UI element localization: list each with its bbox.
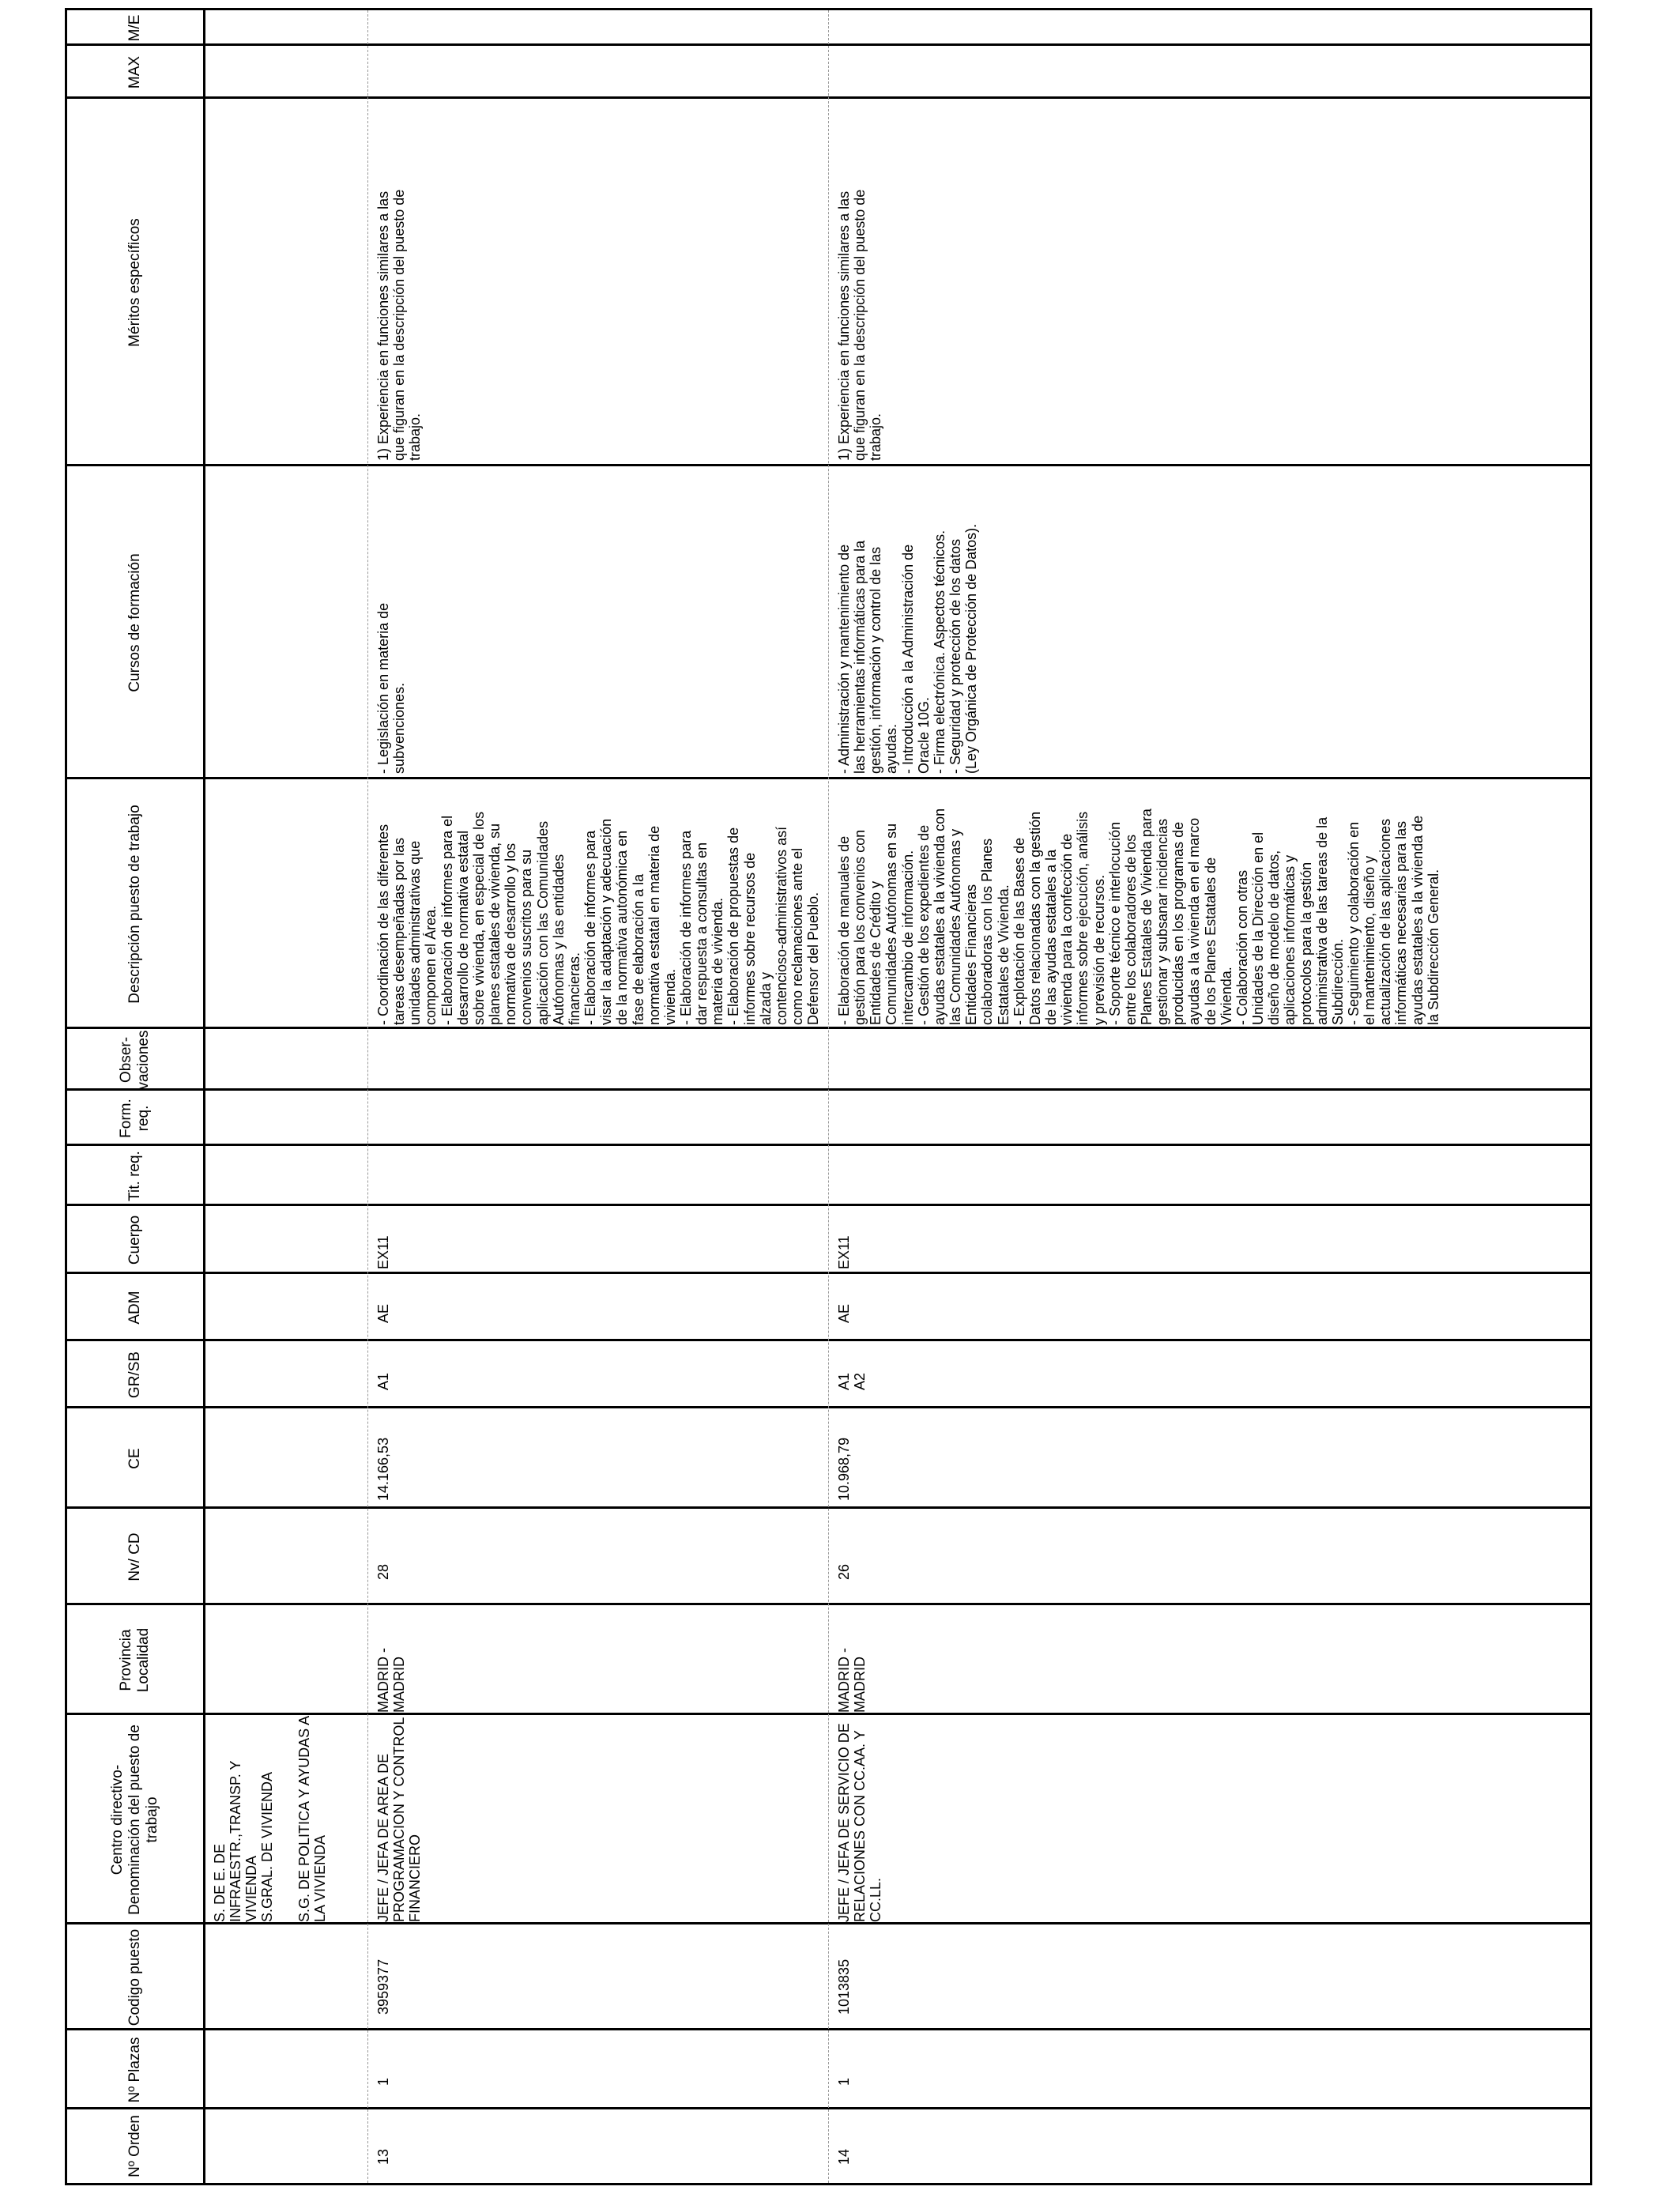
row-13-meritos: 1) Experiencia en funciones similares a las que figuran en la descripción del puesto de trabajo.	[375, 189, 424, 461]
header-grsb: GR/SB	[126, 1351, 144, 1399]
row-14-codigo: 1013835	[836, 1958, 852, 2015]
positions-table	[65, 8, 1592, 2185]
row-13-centro: JEFE / JEFA DE AREA DE PROGRAMACION Y CONTROL FINANCIERO	[375, 1717, 424, 1922]
header-me: M/E	[126, 14, 144, 42]
row-14-nvcd: 26	[836, 1563, 852, 1580]
row-13-provincia: MADRID - MADRID	[375, 1648, 408, 1713]
header-plazas: Nº Plazas	[126, 2037, 144, 2103]
row-separator	[367, 10, 368, 2183]
header-adm: ADM	[126, 1291, 144, 1325]
header-codigo: Codigo puesto	[126, 1928, 144, 2026]
row-separator	[828, 10, 829, 2183]
row-14-meritos: 1) Experiencia en funciones similares a las que figuran en la descripción del puesto de trabajo.	[836, 189, 884, 461]
row-14-plazas: 1	[836, 2077, 852, 2086]
header-observaciones: Obser- vaciones	[118, 1030, 152, 1090]
row-14-descripcion: - Elaboración de manuales de gestión para los convenios con Entidades de Crédito y Comunidades Autónomas en su intercambio de información. - Gestión de los expedientes de ayudas estatales a la vivienda con las Comunidades Autónomas y Entidades Financieras colaboradoras con los Planes Estatales de Vivienda. - Explotación de las Bases de Datos relacionadas con la gestión de las ayudas estatales a la vivienda para la confección de informes sobre ejecución, análisis y previsión de recursos. - Soporte técnico e interlocución entre los colaboradores de los Planes Estatales de Vivienda para gestionar y subsanar incidencias producidas en los programas de ayudas a la vivienda en el marco de los Planes Estatales de Vivienda. - Colaboración con otras Unidades de la Dirección en el diseño de modelo de datos, aplicaciones informáticas y protocolos para la gestión administrativa de las tareas de la Subdirección. - Seguimiento y colaboración en el mantenimiento, diseño y actualización de las aplicaciones informáticas necesarias para las ayudas estatales a la vivienda de la Subdirección General.	[836, 808, 1441, 1025]
header-ce: CE	[126, 1448, 144, 1469]
row-13-nvcd: 28	[375, 1563, 391, 1580]
header-formreq: Form. req.	[118, 1099, 152, 1138]
row-14-grsb: A1 A2	[836, 1372, 868, 1390]
header-orden: Nº Orden	[126, 2115, 144, 2177]
row-13-cursos: - Legislación en materia de subvenciones.	[375, 602, 408, 774]
header-max: MAX	[126, 55, 144, 89]
unit-line-2: S.G. DE POLITICA Y AYUDAS A LA VIVIENDA	[296, 1715, 329, 1922]
row-13-plazas: 1	[375, 2077, 391, 2086]
unit-line-1: S. DE E. DE INFRAESTR.,TRANSP. Y VIVIENDA S.GRAL. DE VIVIENDA	[212, 1760, 276, 1922]
row-13-descripcion: - Coordinación de las diferentes tareas desempeñadas por las unidades administrativas que componen el Área. - Elaboración de informes para el desarrollo de normativa estatal sobre vivienda, en especial de los planes estatales de vivienda, su normativa de desarrollo y los convenios suscritos para su aplicación con las Comunidades Autónomas y las entidades financieras. - Elaboración de informes para visar la adaptación y adecuación de la normativa autonómica en fase de elaboración a la normativa estatal en materia de vivienda. - Elaboración de informes para dar respuesta a consultas en materia de vivienda. - Elaboración de propuestas de informes sobre recursos de alzada y contencioso-administrativos así como reclamaciones ante el Defensor del Pueblo.	[375, 811, 822, 1025]
header-descripcion: Descripción puesto de trabajo	[126, 805, 144, 1004]
row-14-ce: 10.968,79	[836, 1437, 852, 1501]
header-rule	[203, 10, 205, 2183]
row-13-ce: 14.166,53	[375, 1437, 391, 1501]
header-nvcd: Nv/ CD	[126, 1532, 144, 1581]
row-13-adm: AE	[375, 1303, 391, 1323]
header-provincia: Provincia Localidad	[118, 1627, 152, 1693]
row-13-grsb: A1	[375, 1372, 391, 1390]
header-cursos: Cursos de formación	[126, 553, 144, 692]
row-14-orden: 14	[836, 2148, 852, 2165]
row-14-provincia: MADRID - MADRID	[836, 1648, 868, 1713]
header-cuerpo: Cuerpo	[126, 1215, 144, 1265]
row-14-adm: AE	[836, 1303, 852, 1323]
header-titreq: Tit. req.	[126, 1151, 144, 1201]
row-14-cursos: - Administración y mantenimiento de las herramientas informáticas para la gestión, información y control de las ayudas. - Introducción a la Administración de Oracle 10G. - Firma electrónica. Aspectos técnicos. - Seguridad y protección de los datos (Ley Orgánica de Protección de Datos).	[836, 523, 980, 774]
row-14-cuerpo: EX11	[836, 1235, 852, 1269]
header-meritos: Méritos específicos	[126, 218, 144, 347]
header-centro: Centro directivo- Denominación del puesto de trabajo	[109, 1725, 160, 1915]
row-14-centro: JEFE / JEFA DE SERVICIO DE RELACIONES CON CC.AA. Y CC.LL.	[836, 1723, 884, 1922]
row-13-cuerpo: EX11	[375, 1235, 391, 1269]
row-13-orden: 13	[375, 2148, 391, 2165]
row-13-codigo: 3959377	[375, 1958, 391, 2015]
